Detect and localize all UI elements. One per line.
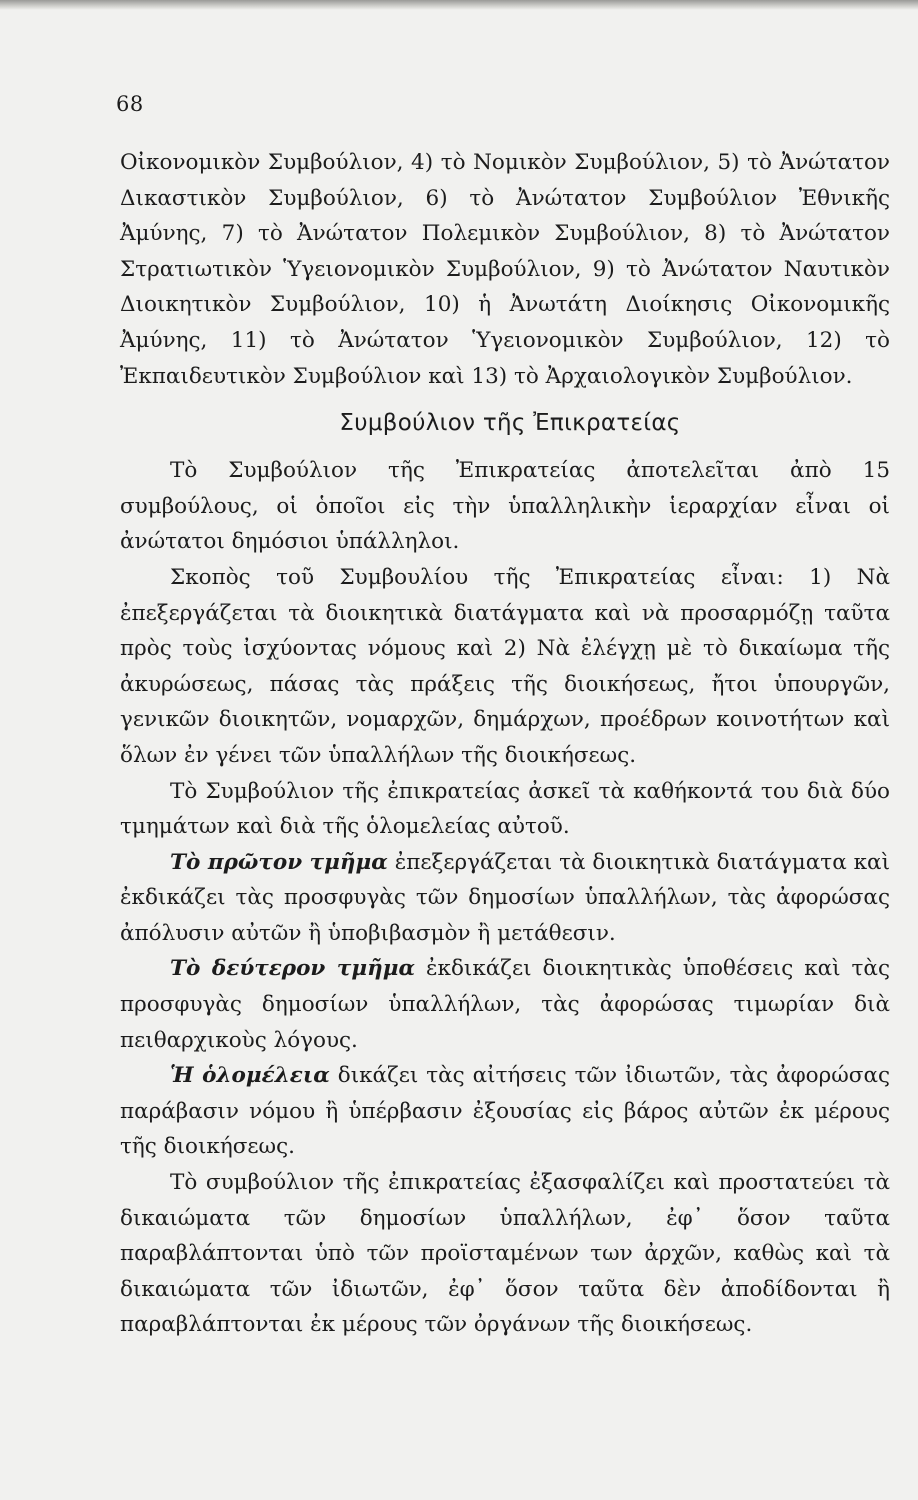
section-heading: Συμβούλιον τῆς Ἐπικρατείας (339, 410, 681, 437)
intro-paragraph: Οἰκονομικὸν Συμβούλιον, 4) τὸ Νομικὸν Συμβούλιον, 5) τὸ Ἀνώτατον Δικαστικὸν Συμβούλιον, 6) τὸ Ἀνώτατον Συμβούλιον Ἐθνικῆς Ἀμύνης, 7) τὸ Ἀνώτατον Πολεμικὸν Συμβούλιον, 8) τὸ Ἀνώτατον Στρατιωτικὸν Ὑγειονομικὸν Συμβούλιον, 9) τὸ Ἀνώτατον Ναυτικὸν Διοικητικὸν Συμβούλιον, 10) ἡ Ἀνωτάτη Διοίκησις Οἰκονομικῆς Ἀμύνης, 11) τὸ Ἀνώτατον Ὑγειονομικὸν Συμβούλιον, 12) τὸ Ἐκπαιδευτικὸν Συμβούλιον καὶ 13) τὸ Ἀρχαιολογικὸν Συμβούλιον. (120, 150, 890, 389)
plenary-text: δικάζει τὰς αἰτήσεις τῶν ἰδιωτῶν, τὰς ἀφορώσας παράβασιν νόμου ἢ ὑπέρβασιν ἐξουσίας εἰς βάρος αὐτῶν ἐκ μέρους τῆς διοικήσεως. (120, 1063, 891, 1160)
second-section-paragraph (120, 951, 890, 1058)
purpose-paragraph: Σκοπὸς τοῦ Συμβουλίου τῆς Ἐπικρατείας εἶναι: 1) Νὰ ἐπεξεργάζεται τὰ διοικητικὰ διατάγματα καὶ νὰ προσαρμόζῃ ταῦτα πρὸς τοὺς ἰσχύοντας νόμους καὶ 2) Νὰ ἐλέγχῃ μὲ τὸ δικαίωμα τῆς ἀκυρώσεως, πάσας τὰς πράξεις τῆς διοικήσεως, ἤτοι ὑπουργῶν, γενικῶν διοικητῶν, νομαρχῶν, δημάρχων, προέδρων κοινοτήτων καὶ ὅλων ἐν γένει τῶν ὑπαλλήλων τῆς διοικήσεως. (120, 564, 890, 768)
composition-paragraph: Τὸ Συμβούλιον τῆς Ἐπικρατείας ἀποτελεῖται ἀπὸ 15 συμβούλους, οἱ ὁποῖοι εἰς τὴν ὑπαλληλικὴν ἱεραρχίαν εἶναι οἱ ἀνώτατοι δημόσιοι ὑπάλληλοι. (120, 458, 890, 555)
first-section-paragraph (120, 845, 890, 952)
first-section-text: ἐπεξεργάζεται τὰ διοικητικὰ διατάγματα καὶ ἐκδικάζει τὰς προσφυγὰς τῶν δημοσίων ὑπαλλήλων, τὰς ἀφορώσας ἀπόλυσιν αὐτῶν ἢ ὑποβιβασμὸν ἢ μετάθεσιν. (120, 849, 891, 946)
scan-top-edge (0, 0, 918, 10)
page-body (120, 145, 890, 1343)
final-paragraph: Τὸ συμβούλιον τῆς ἐπικρατείας ἐξασφαλίζει καὶ προστατεύει τὰ δικαιώματα τῶν δημοσίων ὑπαλλήλων, ἐφ᾽ ὅσον ταῦτα παραβλάπτονται ὑπὸ τῶν προϊσταμένων των ἀρχῶν, καθὼς καὶ τὰ δικαιώματα τῶν ἰδιωτῶν, ἐφ᾽ ὅσον ταῦτα δὲν ἀποδίδονται ἢ παραβλάπτονται ἐκ μέρους τῶν ὀργάνων τῆς διοικήσεως. (120, 1170, 890, 1338)
second-section-term: Τὸ δεύτερον τμῆμα (170, 956, 416, 982)
first-section-term: Τὸ πρῶτον τμῆμα (170, 849, 388, 875)
sections-paragraph: Τὸ Συμβούλιον τῆς ἐπικρατείας ἀσκεῖ τὰ καθήκοντά του διὰ δύο τμημάτων καὶ διὰ τῆς ὁλομελείας αὐτοῦ. (120, 778, 890, 840)
page-number: 68 (116, 92, 144, 116)
plenary-paragraph (120, 1058, 890, 1165)
second-section-text: ἐκδικάζει διοικητικὰς ὑποθέσεις καὶ τὰς προσφυγὰς δημοσίων ὑπαλλήλων, τὰς ἀφορώσας τιμωρίαν διὰ πειθαρχικοὺς λόγους. (120, 956, 890, 1053)
plenary-term: Ἡ ὁλομέλεια (170, 1063, 330, 1089)
